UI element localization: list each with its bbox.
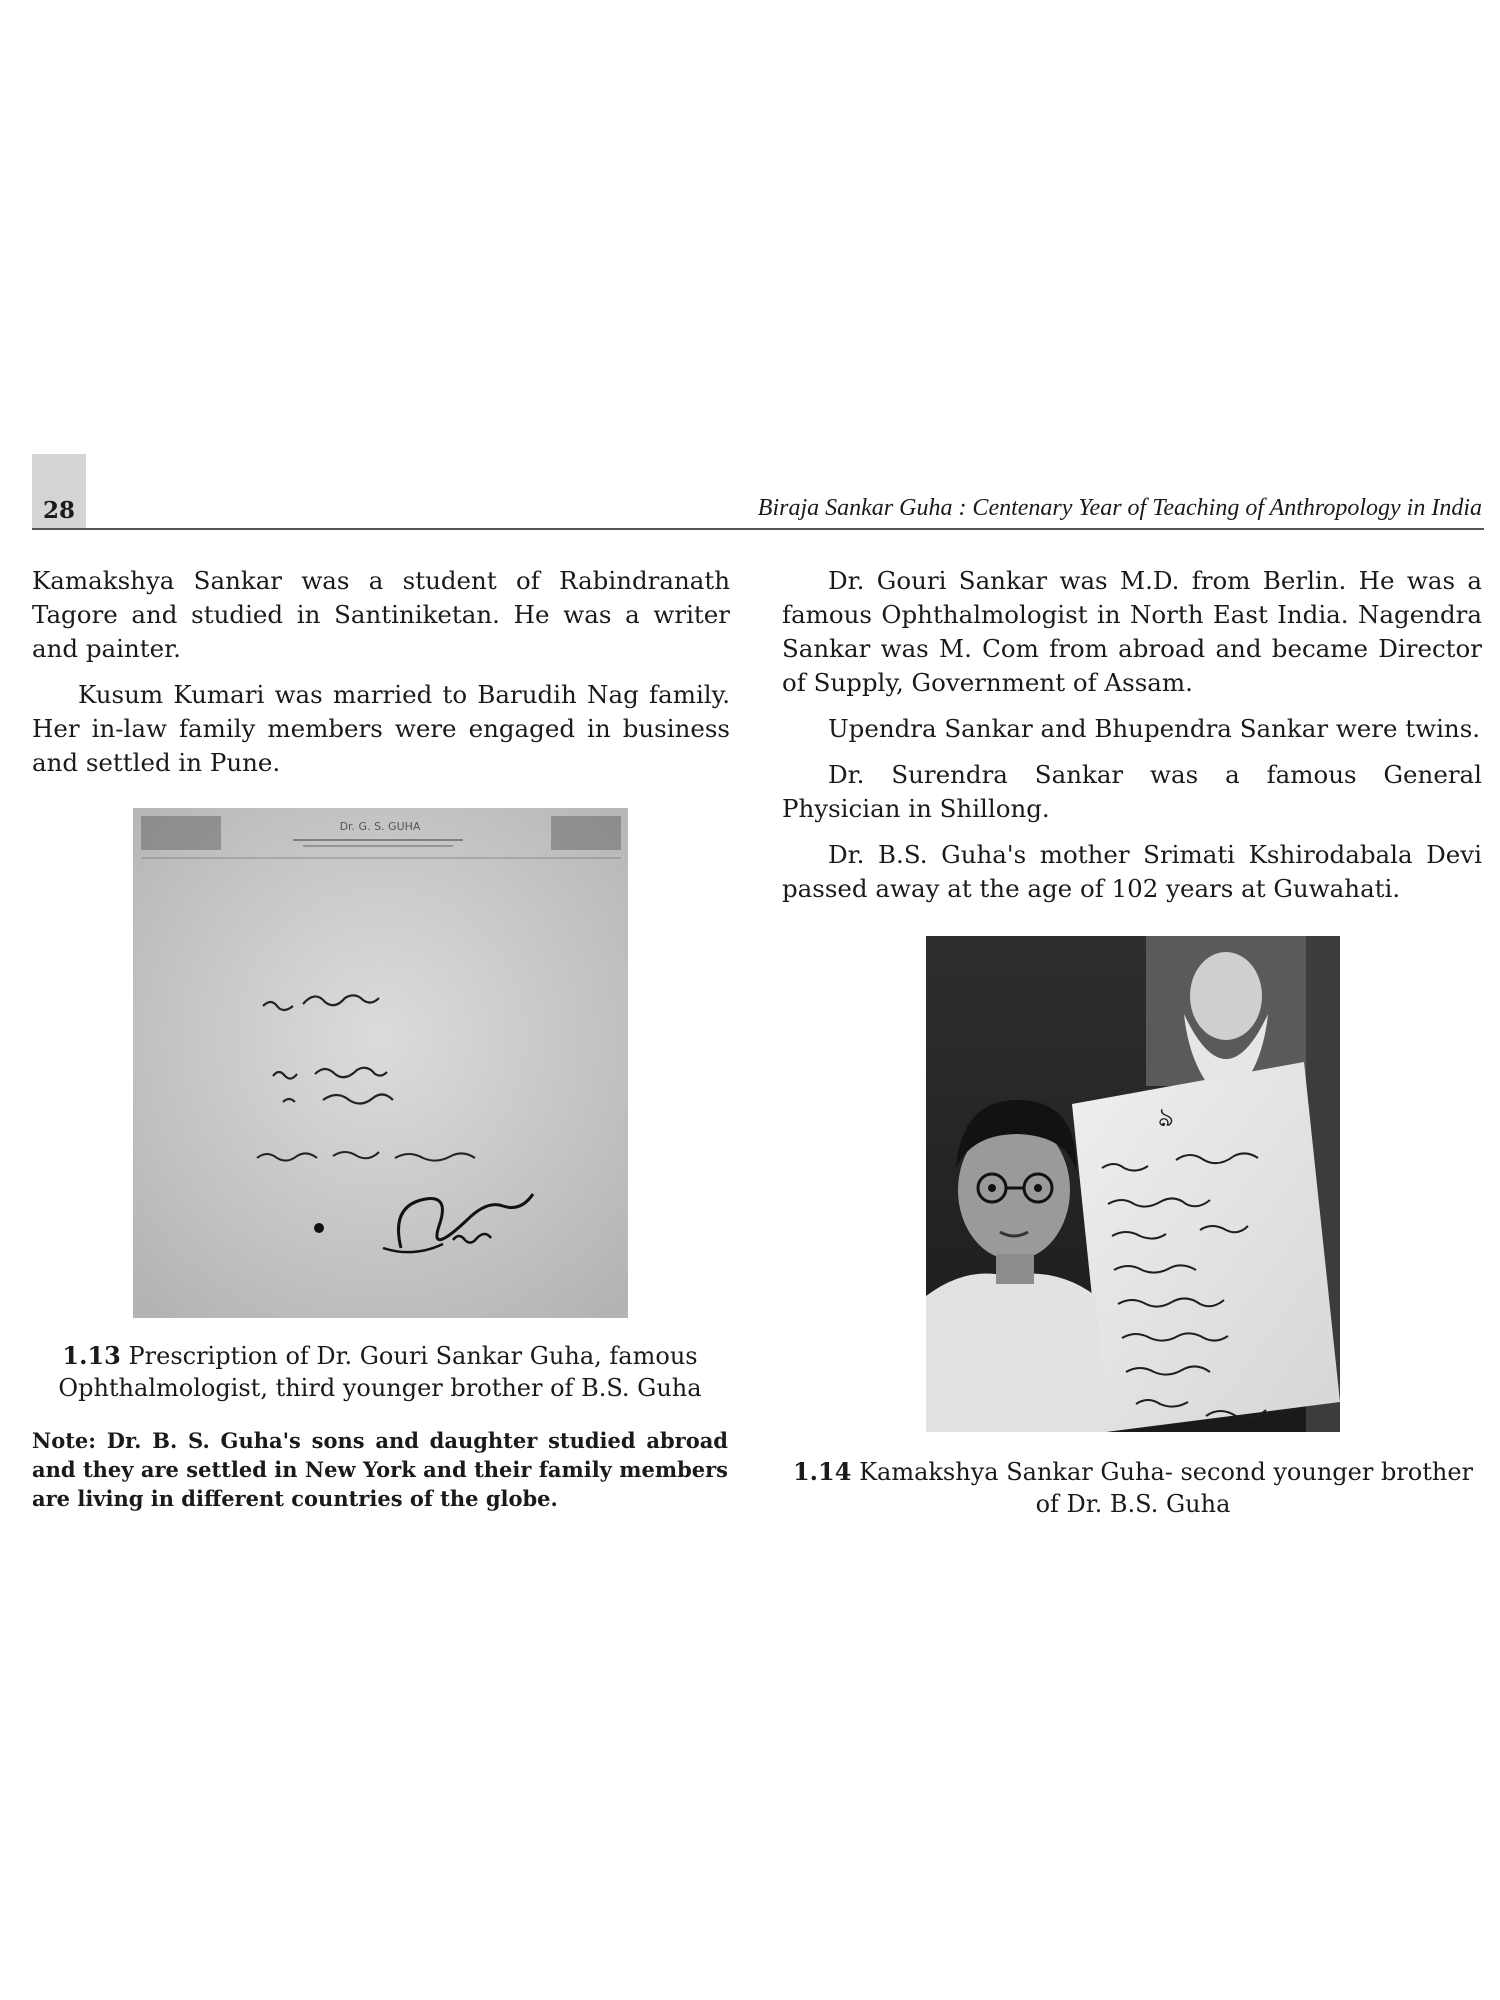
letterhead-name: Dr. G. S. GUHA xyxy=(339,820,421,833)
portrait-photo xyxy=(926,936,1340,1432)
prescription-image xyxy=(133,808,628,1318)
figure-114-text: Kamakshya Sankar Guha- second younger brother of Dr. B.S. Guha xyxy=(859,1458,1473,1518)
running-head: Biraja Sankar Guha : Centenary Year of Teaching of Anthropology in India xyxy=(757,495,1482,521)
portrait-image xyxy=(926,936,1340,1432)
prescription-photo xyxy=(133,808,628,1318)
figure-113-text: Prescription of Dr. Gouri Sankar Guha, famous Ophthalmologist, third younger brother of B.S. Guha xyxy=(58,1342,702,1402)
paragraph-kusum: Kusum Kumari was married to Barudih Nag family. Her in-law family members were engaged in business and settled in Pune. xyxy=(32,680,730,777)
figure-113-number: 1.13 xyxy=(62,1341,121,1370)
left-column xyxy=(32,564,730,792)
svg-text:ঌ: ঌ xyxy=(1158,1103,1174,1133)
paragraph-mother: Dr. B.S. Guha's mother Srimati Kshirodabala Devi passed away at the age of 102 years at Guwahati. xyxy=(782,840,1482,903)
figure-114-caption xyxy=(790,1456,1476,1520)
paragraph-surendra: Dr. Surendra Sankar was a famous General Physician in Shillong. xyxy=(782,760,1482,823)
paragraph-gouri: Dr. Gouri Sankar was M.D. from Berlin. He was a famous Ophthalmologist in North East India. Nagendra Sankar was M. Com from abroad and became Director of Supply, Government of Assam. xyxy=(782,566,1482,697)
page-number-tab xyxy=(32,454,86,530)
paragraph-kamakshya: Kamakshya Sankar was a student of Rabindranath Tagore and studied in Santiniketan. He was a writer and painter. xyxy=(32,566,730,663)
figure-114-number: 1.14 xyxy=(792,1457,852,1486)
figure-113-caption xyxy=(40,1340,720,1404)
paragraph-twins: Upendra Sankar and Bhupendra Sankar were twins. xyxy=(828,714,1481,743)
page-header xyxy=(32,454,1484,530)
right-column xyxy=(782,564,1482,918)
header-rule xyxy=(32,528,1484,530)
note-paragraph: Note: Dr. B. S. Guha's sons and daughter studied abroad and they are settled in New York and their family members are living in different countries of the globe. xyxy=(32,1428,728,1511)
page-number: 28 xyxy=(42,497,75,524)
